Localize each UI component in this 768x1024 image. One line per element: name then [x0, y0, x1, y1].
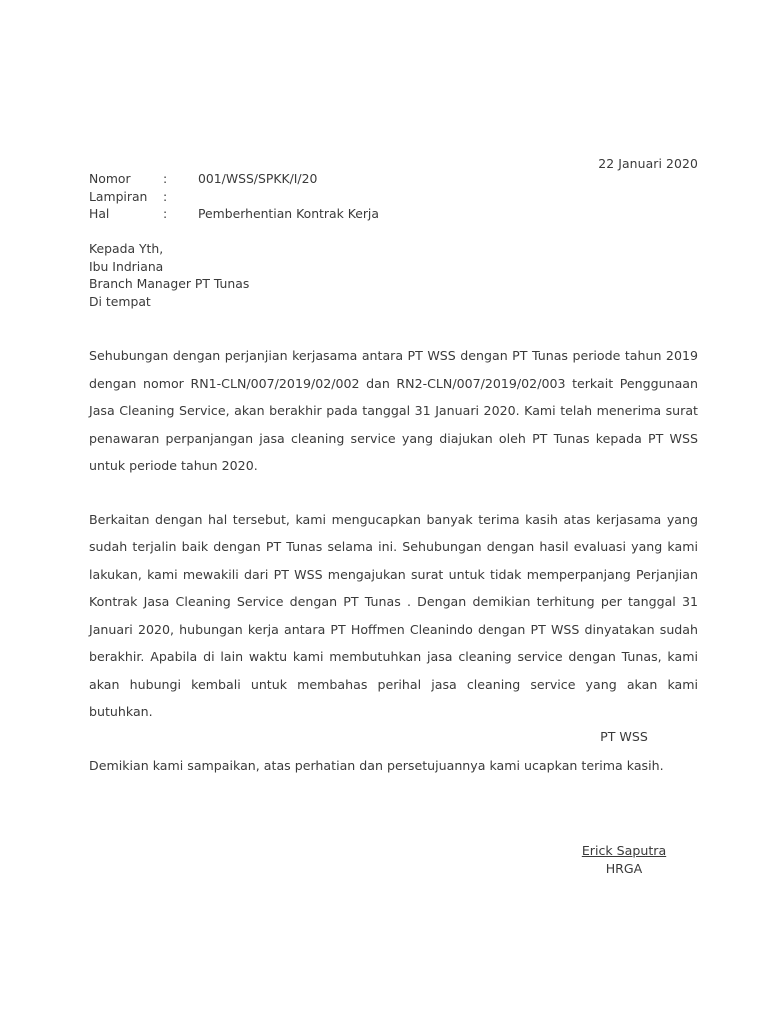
- addressee-block: [89, 240, 698, 310]
- letter-date: 22 Januari 2020: [598, 156, 698, 171]
- body-paragraph-3: Demikian kami sampaikan, atas perhatian dan persetujuannya kami ucapkan terima kasih.: [89, 757, 664, 773]
- body-paragraph-1: Sehubungan dengan perjanjian kerjasama antara PT WSS dengan PT Tunas periode tahun 2019 dengan nomor RN1-CLN/007/2019/02/002 dan RN2-CLN/007/2019/02/003 terkait Penggunaan Jasa Cleaning Service, akan berakhir pada tanggal 31 Januari 2020. Kami telah menerima surat penawaran perpanjangan jasa cleaning service yang diajukan oleh PT Tunas kepada PT WSS untuk periode tahun 2020.: [89, 348, 698, 473]
- reference-value-nomor: 001/WSS/SPKK/I/20: [198, 171, 318, 186]
- addressee-position: Branch Manager PT Tunas: [89, 276, 250, 291]
- reference-row-hal: [89, 205, 698, 223]
- reference-label-hal: Hal: [89, 206, 110, 221]
- signature-block: [469, 728, 768, 878]
- reference-block: [89, 170, 698, 223]
- reference-row-nomor: [89, 170, 698, 188]
- reference-label-nomor: Nomor: [89, 171, 131, 186]
- signature-space: [469, 746, 768, 842]
- reference-colon-hal: :: [163, 206, 168, 221]
- reference-label-lampiran: Lampiran: [89, 188, 148, 204]
- signature-name: Erick Saputra: [581, 843, 667, 858]
- letter-body: [89, 342, 698, 779]
- reference-colon-nomor: :: [163, 171, 168, 186]
- addressee-salutation: Kepada Yth,: [89, 241, 164, 256]
- reference-colon-lampiran: :: [163, 188, 168, 204]
- reference-row-lampiran: [89, 188, 698, 206]
- addressee-place: Di tempat: [89, 293, 151, 309]
- signature-company: PT WSS: [600, 729, 648, 744]
- reference-value-hal: Pemberhentian Kontrak Kerja: [198, 206, 379, 221]
- addressee-name: Ibu Indriana: [89, 258, 164, 274]
- signature-title: HRGA: [605, 861, 643, 876]
- body-paragraph-2: Berkaitan dengan hal tersebut, kami mengucapkan banyak terima kasih atas kerjasama yang sudah terjalin baik dengan PT Tunas selama ini. Sehubungan dengan hasil evaluasi yang kami lakukan, kami mewakili dari PT WSS mengajukan surat untuk tidak memperpanjang Perjanjian Kontrak Jasa Cleaning Service dengan PT Tunas . Dengan demikian terhitung per tanggal 31 Januari 2020, hubungan kerja antara PT Hoffmen Cleanindo dengan PT WSS dinyatakan sudah berakhir. Apabila di lain waktu kami membutuhkan jasa cleaning service dengan Tunas, kami akan hubungi kembali untuk membahas perihal jasa cleaning service yang akan kami butuhkan.: [89, 511, 698, 719]
